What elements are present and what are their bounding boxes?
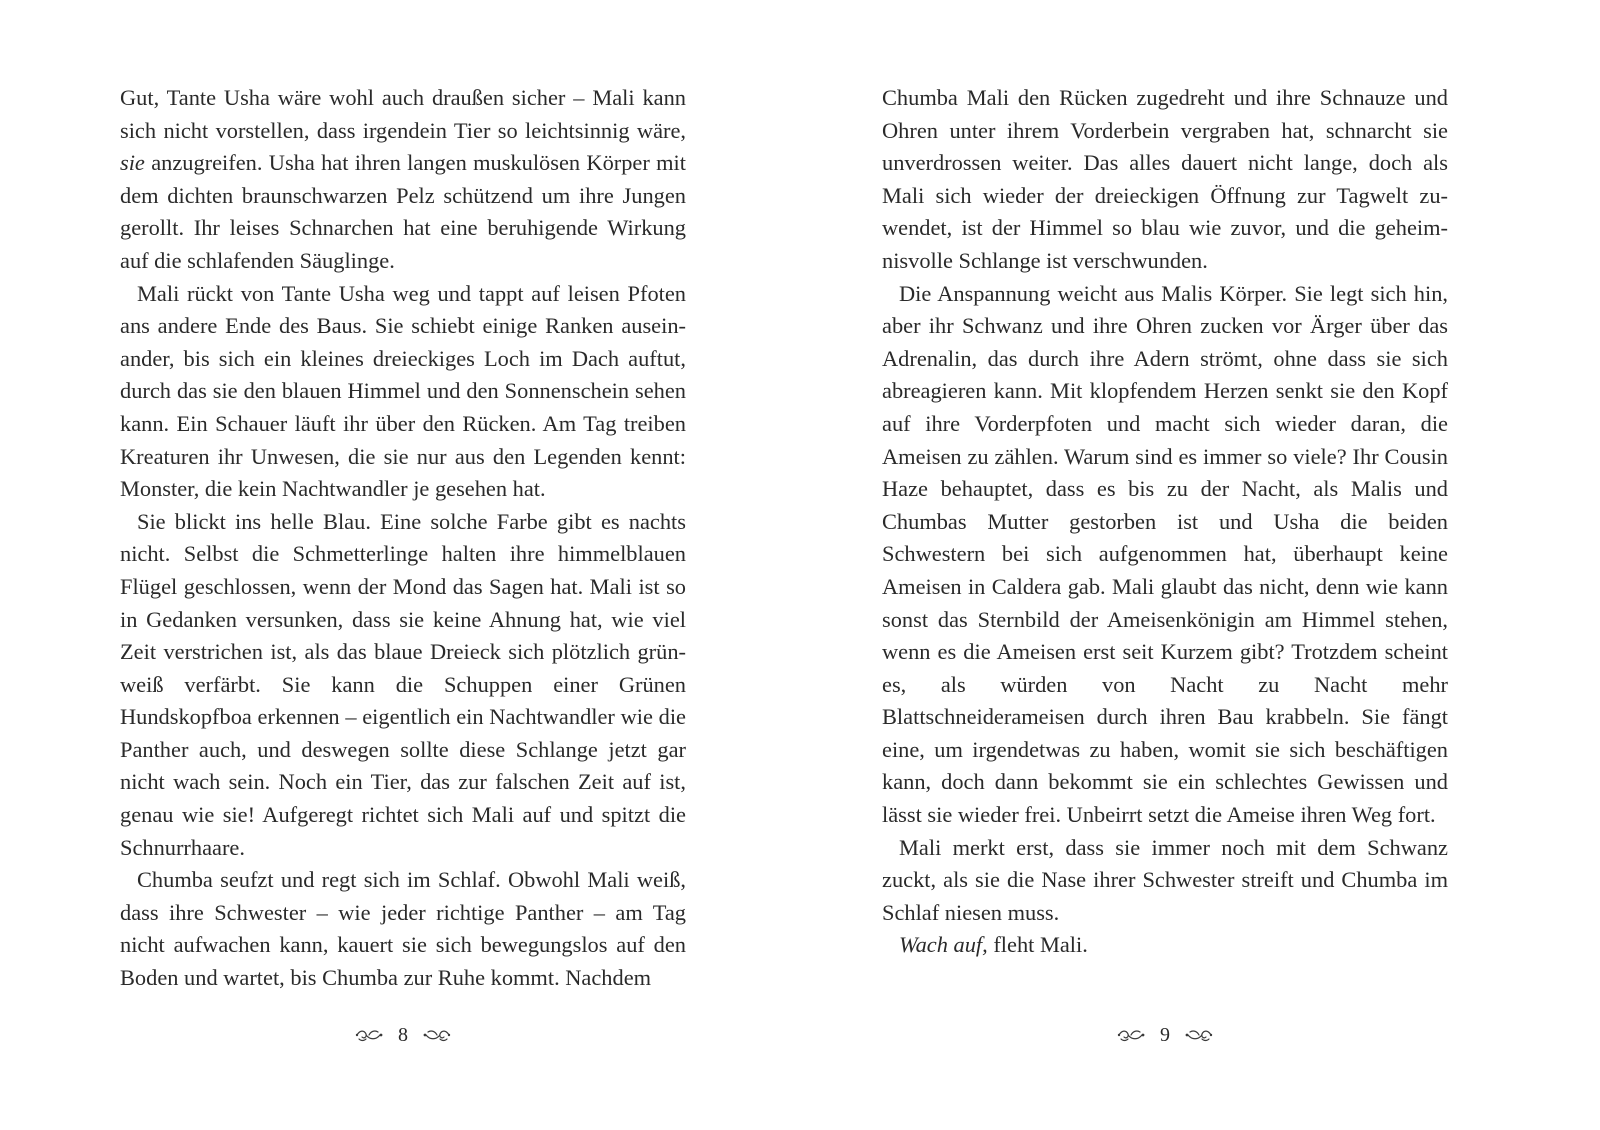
paragraph [120, 82, 686, 278]
paragraph [882, 82, 1448, 278]
page-number: 8 [398, 1023, 408, 1046]
paragraph [882, 832, 1448, 930]
paragraph [120, 506, 686, 865]
text-run: Mali rückt von Tante Usha weg und tappt auf leisen Pfoten ans andere Ende des Baus. Sie schiebt einige Ranken auseinander, bis sich ein kleines dreieckiges Loch im Dach auftut, durch das sie den blauen Himmel und den Sonnenschein sehen kann. Ein Schauer läuft ihr über den Rücken. Am Tag treiben Kreaturen ihr Unwesen, die sie nur aus den Legenden kennt: Monster, die kein Nachtwandler je gesehen hat. [120, 280, 686, 502]
text-run: Die Anspannung weicht aus Malis Körper. Sie legt sich hin, aber ihr Schwanz und ihre Ohren zucken vor Ärger über das Adrenalin, das durch ihre Adern strömt, ohne dass sie sich abreagieren kann. Mit klopfendem Herzen senkt sie den Kopf auf ihre Vorderpfoten und macht sich wieder daran, die Ameisen zu zählen. Warum sind es immer so viele? Ihr Cousin Haze behauptet, dass es bis zu der Nacht, als Malis und Chumbas Mutter gestorben ist und Usha die beiden Schwestern bei sich aufgenommen hat, überhaupt keine Ameisen in Caldera gab. Mali glaubt das nicht, denn wie kann sonst das Sternbild der Ameisenkönigin am Himmel stehen, wenn es die Ameisen erst seit Kurzem gibt? Trotzdem scheint es, als würden von Nacht zu Nacht mehr Blattschneiderameisen durch ihren Bau krabbeln. Sie fängt eine, um irgendetwas zu haben, womit sie sich beschäftigen kann, doch dann bekommt sie ein schlechtes Gewissen und lässt sie wieder frei. Unbeirrt setzt die Ameise ihren Weg fort. [882, 280, 1448, 828]
left-folio [303, 1020, 503, 1050]
text-run: fleht Mali. [987, 932, 1088, 958]
floral-ornament-icon [354, 1026, 384, 1044]
paragraph [882, 278, 1448, 832]
paragraph [120, 278, 686, 506]
left-page-text [120, 82, 686, 995]
right-page [800, 0, 1600, 1130]
paragraph [120, 864, 686, 994]
page-number: 9 [1160, 1023, 1170, 1046]
italic-text-run: Wach auf, [899, 932, 988, 958]
text-run: Mali merkt erst, dass sie immer noch mit dem Schwanz zuckt, als sie die Nase ihrer Schwester streift und Chumba im Schlaf niesen muss. [882, 834, 1448, 925]
text-run: Sie blickt ins helle Blau. Eine solche Farbe gibt es nachts nicht. Selbst die Schmetterlinge halten ihre himmelblauen Flügel geschlossen, wenn der Mond das Sagen hat. Mali ist so in Gedanken versunken, dass sie keine Ahnung hat, wie viel Zeit verstrichen ist, als das blaue Dreieck sich plötzlich grün-weiß verfärbt. Sie kann die Schuppen einer Grünen Hundskopfboa erkennen – eigentlich ein Nachtwandler wie die Panther auch, und deswegen sollte diese Schlange jetzt gar nicht wach sein. Noch ein Tier, das zur falschen Zeit auf ist, genau wie sie! Aufgeregt richtet sich Mali auf und spitzt die Schnurrhaare. [120, 508, 686, 860]
text-run: Chumba Mali den Rücken zugedreht und ihre Schnauze und Ohren unter ihrem Vorderbein vergraben hat, schnarcht sie unverdrossen weiter. Das alles dauert nicht lange, doch als Mali sich wieder der dreieckigen Öffnung zur Tagwelt zuwendet, ist der Himmel so blau wie zuvor, und die geheimnisvolle Schlange ist verschwunden. [882, 85, 1448, 273]
floral-ornament-icon [1116, 1026, 1146, 1044]
text-run: Gut, Tante Usha wäre wohl auch draußen sicher – Mali kann sich nicht vorstellen, dass irgendein Tier so leichtsinnig wäre, [120, 85, 686, 143]
right-folio [1065, 1020, 1265, 1050]
text-run: Chumba seufzt und regt sich im Schlaf. Obwohl Mali weiß, dass ihre Schwester – wie jeder richtige Panther – am Tag nicht aufwachen kann, kauert sie sich bewegungslos auf den Boden und wartet, bis Chumba zur Ruhe kommt. Nachdem [120, 867, 686, 991]
right-page-text [882, 82, 1448, 962]
floral-ornament-icon [1184, 1026, 1214, 1044]
text-run: anzugreifen. Usha hat ihren langen muskulösen Körper mit dem dichten braunschwarzen Pelz schützend um ihre Jungen gerollt. Ihr leises Schnarchen hat eine beruhigende Wirkung auf die schlafenden Säuglinge. [120, 150, 686, 273]
paragraph [882, 929, 1448, 962]
floral-ornament-icon [422, 1026, 452, 1044]
italic-text-run: sie [120, 150, 145, 176]
